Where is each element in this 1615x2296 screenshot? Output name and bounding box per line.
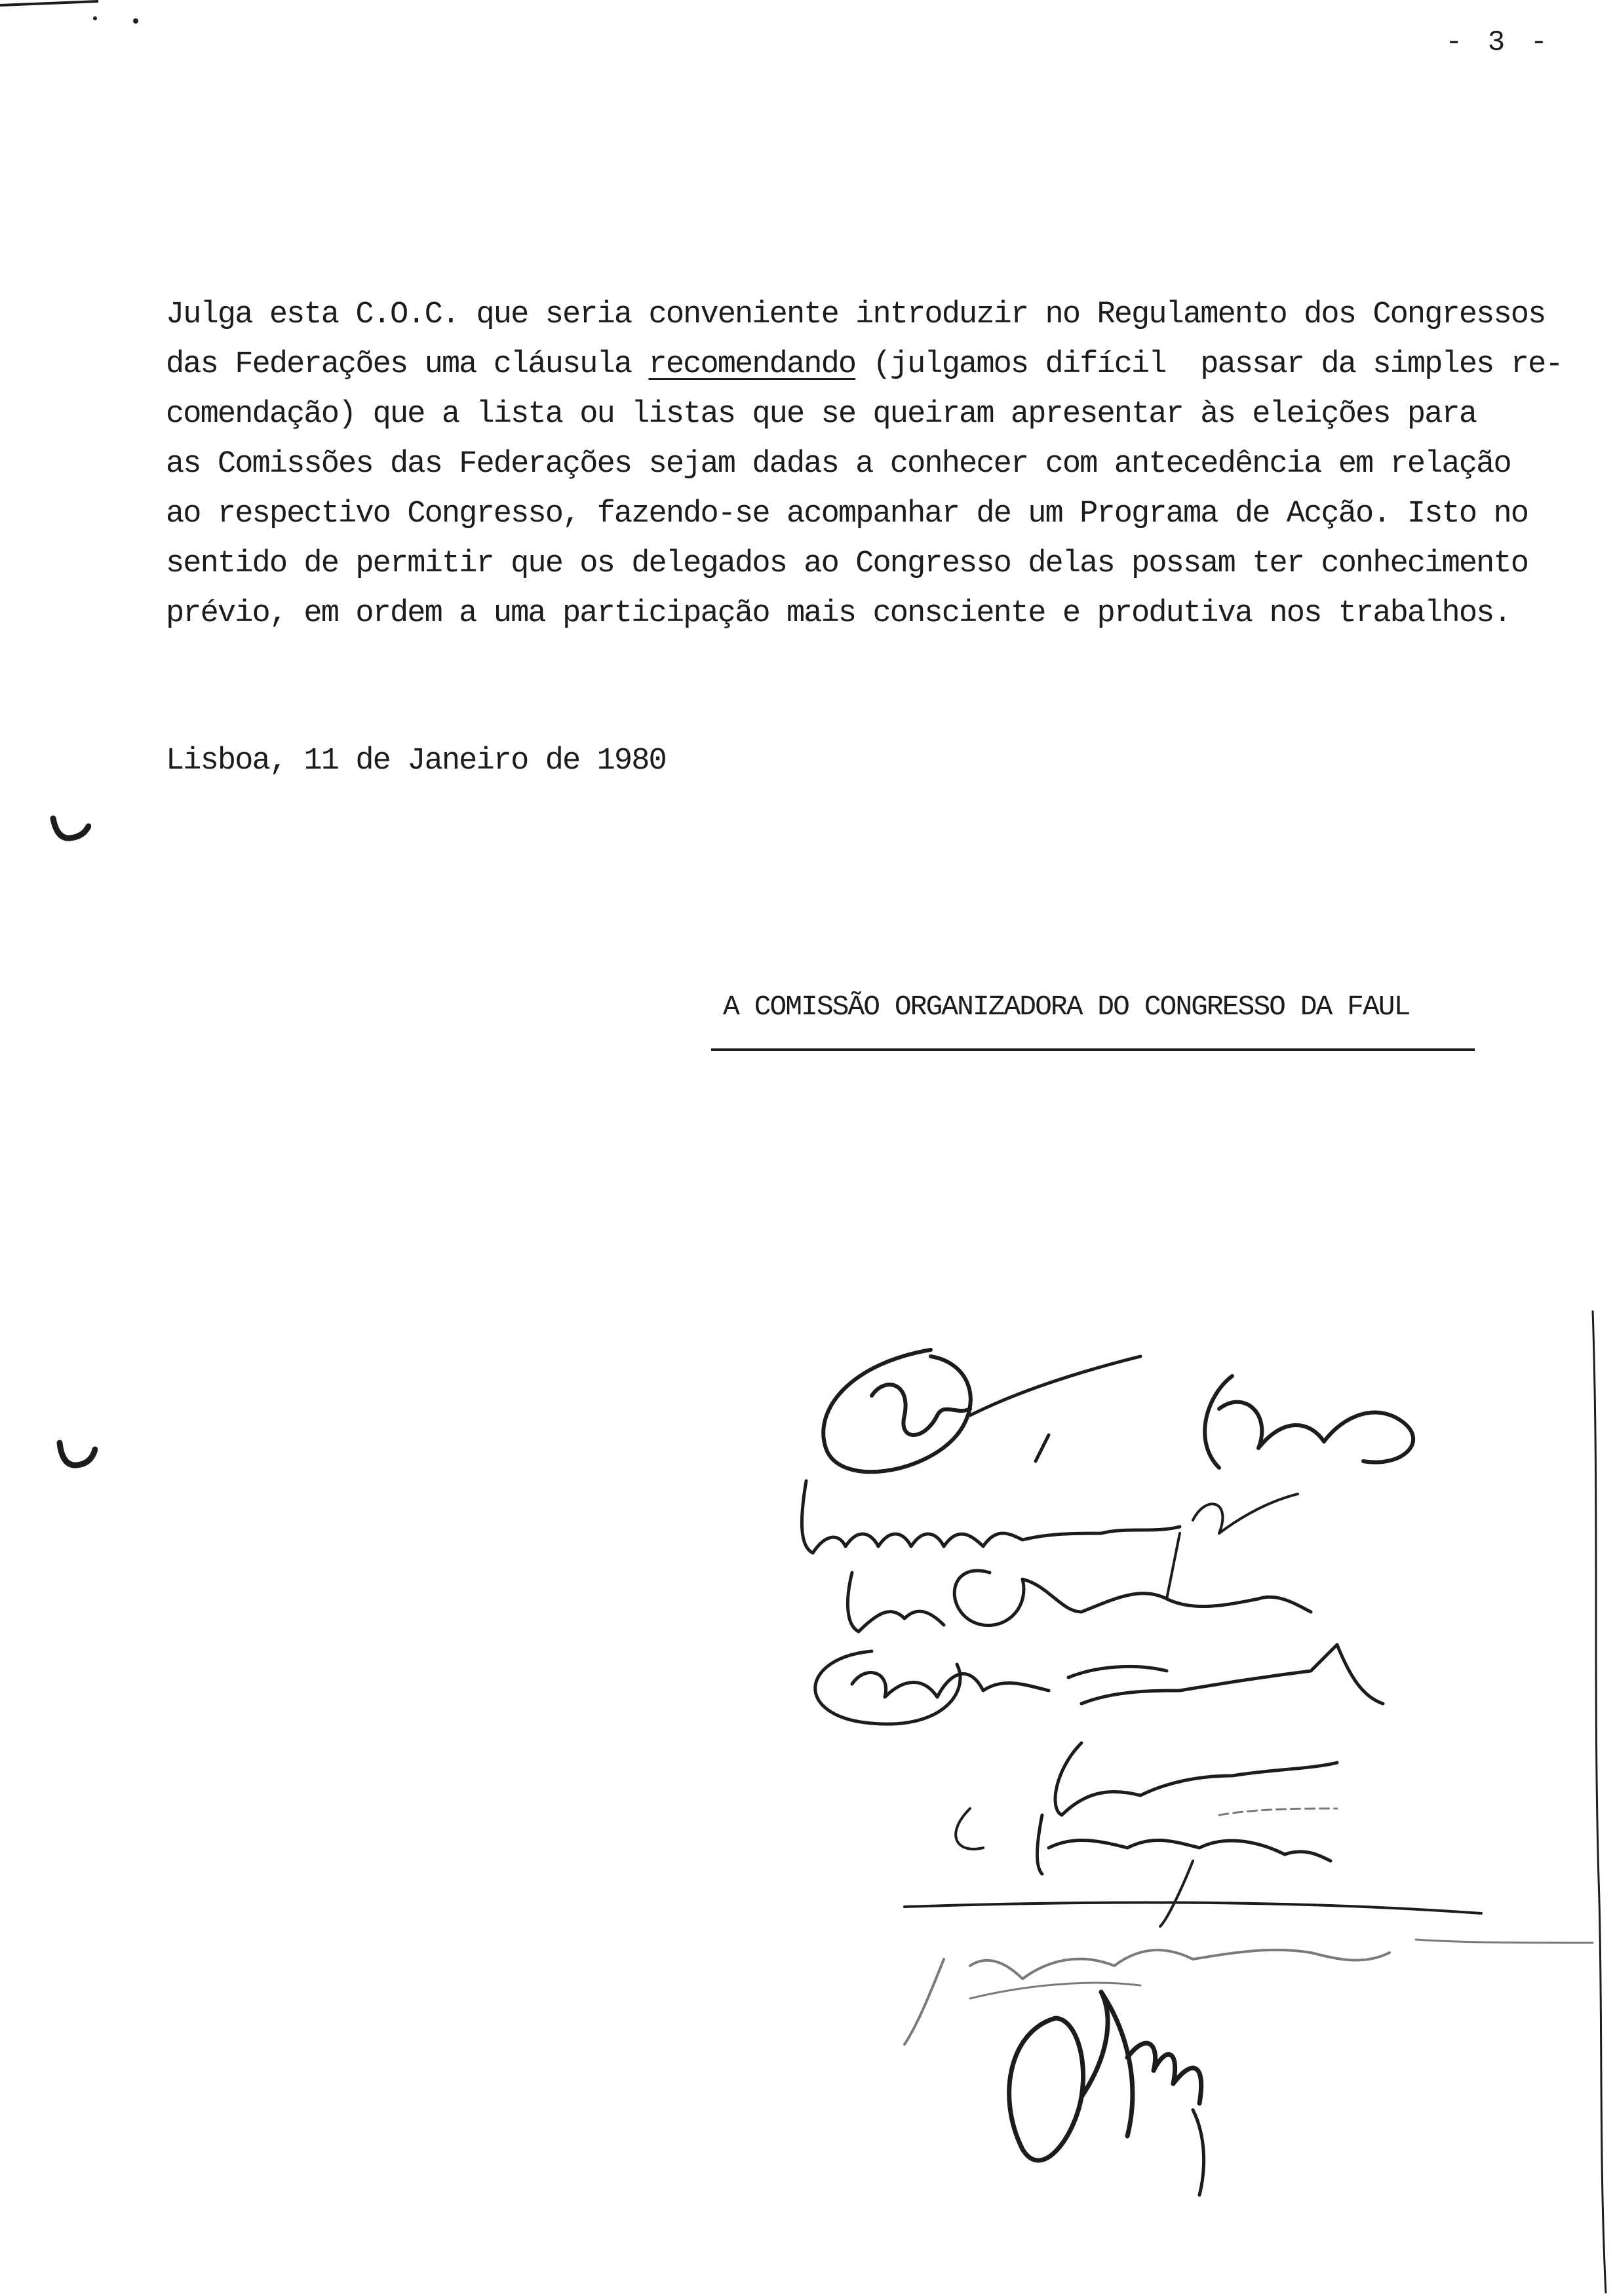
underlined-word: recomendando [648, 347, 856, 382]
body-line: ao respectivo Congresso, fazendo-se acompanhar de um Programa de Acção. Isto no [166, 497, 1528, 531]
body-line: as Comissões das Federações sejam dadas a conhecer com antecedência em relação [166, 447, 1511, 482]
committee-name: A COMISSÃO ORGANIZADORA DO CONGRESSO DA FAUL [723, 991, 1410, 1023]
page-number: - 3 - [1445, 26, 1552, 59]
binder-hole-mark-icon [56, 1435, 98, 1474]
signature-rule [711, 1048, 1475, 1051]
date-line: Lisboa, 11 de Janeiro de 1980 [166, 744, 666, 778]
binder-hole-mark-icon [49, 809, 91, 849]
scan-edge-mark [1573, 1311, 1612, 2293]
handwritten-signatures-icon [773, 1337, 1606, 2208]
body-line: prévio, em ordem a uma participação mais consciente e produtiva nos trabalhos. [166, 596, 1511, 631]
body-line: comendação) que a lista ou listas que se queiram apresentar às eleições para [166, 397, 1477, 432]
scan-edge-mark [0, 0, 170, 26]
body-line-end: (julgamos difícil passar da simples re- [855, 347, 1563, 382]
body-line-start: das Federações uma cláusula [166, 347, 649, 382]
body-line: Julga esta C.O.C. que seria conveniente introduzir no Regulamento dos Congressos [166, 297, 1546, 332]
body-paragraph [166, 290, 1563, 639]
body-line: sentido de permitir que os delegados ao Congresso delas possam ter conhecimento [166, 546, 1528, 581]
body-line [166, 340, 1563, 390]
